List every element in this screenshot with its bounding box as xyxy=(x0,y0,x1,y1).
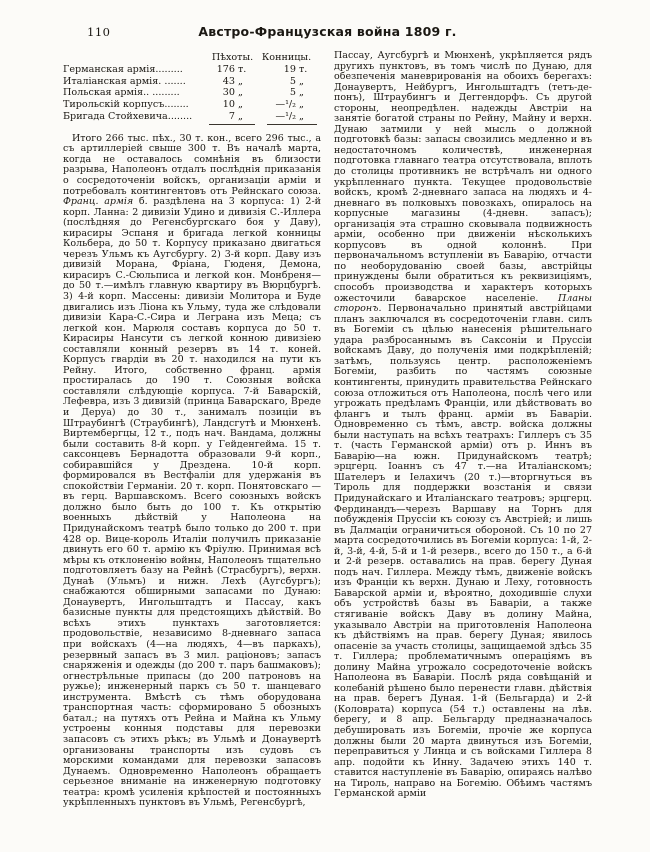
sum-rule-infantry xyxy=(209,124,255,127)
table-row xyxy=(63,99,321,111)
cavalry-value: —¹/₂ xyxy=(275,110,296,122)
cavalry-unit: „ xyxy=(299,99,304,111)
army-strength-table xyxy=(63,52,321,127)
table-row xyxy=(63,64,321,76)
page-content xyxy=(63,51,592,809)
table-header-row xyxy=(63,52,321,64)
body-text-left: Итого 266 тыс. пѣх., 30 т. кон., всего 296 тыс., а съ артиллеріей свыше 300 т. Въ началѣ марта, когда не оставалось сомнѣнія въ близости разрыва, Наполеонъ отдалъ послѣднія приказанія о сосредоточеніи войскъ, организаціи арміи и потребовалъ контингентовъ отъ Рейнскаго союза. Франц. армія б. раздѣлена на 3 корпуса: 1) 2-й корп. Ланна: 2 дивизіи Удино и дивизія С.-Иллера (послѣдняя до Регенсбургскаго боя у Даву), кирасиры Эспаня и бригада легкой конницы Кольбера, до 50 т. Корпусу приказано двигаться черезъ Ульмъ къ Аугсбургу. 2) 3-й корп. Даву изъ дивизій Морана, Фріана, Гюденя, Демона, кирасиръ С.-Сюльписа и легкой кон. Монбреня—до 50 т.—имѣлъ главную квартиру въ Вюрцбургѣ. 3) 4-й корп. Массены: дивизіи Молитора и Буде двигались изъ Ліона къ Ульму, туда же слѣдовали дивизіи Кара-С.-Сира и Леграна изъ Меца; съ легкой кон. Марюля составъ корпуса до 50 т. Кирасиры Нансути съ легкой конною дивизіею составляли конный резервъ въ 14 т. коней. Корпусъ гвардіи въ 20 т. находился на пути къ Рейну. Итого, собственно франц. армія простиралась до 190 т. Союзныя войска составляли слѣдующіе корпуса. 7-й Баварскій, Лефевра, изъ 3 дивизій (принца Баварскаго, Вреде и Деруа) до 30 т., занималъ позиціи въ Штраубингѣ (Страубингѣ), Ландсгутѣ и Мюнхенѣ. Виртембергцы, 12 т., подъ нач. Вандама, должны были составить 8-й корп. у Гейденгейма. 15 т. саксонцевъ Бернадотта образовали 9-й корп., собиравшійся у Дрездена. 10-й корп. формировался въ Вестфаліи для удержанія въ спокойствіи Германіи. 20 т. корп. Понятовскаго — въ герц. Варшавскомъ. Всего союзныхъ войскъ должно было быть до 100 т. Къ открытію военныхъ дѣйствій у Наполеона на Придунайскомъ театрѣ было только до 200 т. при 428 ор. Вице-король Италіи получилъ приказаніе двинуть его 60 т. армію къ Фріулю. Принимая всѣ мѣры къ отклоненію войны, Наполеонъ тщательно подготовляетъ базу на Рейнѣ (Страсбургъ), верхн. Дунаѣ (Ульмъ) и нижн. Лехѣ (Аугсбургъ); снабжаются обширными запасами по Дунаю: Донаувертъ, Ингольштадтъ и Пассау, какъ базисные пункты для предстоящихъ дѣйствій. Во всѣхъ этихъ пунктахъ заготовляется: продовольствіе, независимо 8-дневнаго запаса при войскахъ (4—на людяхъ, 4—въ паркахъ), резервный запасъ въ 3 мил. раціоновъ; запасъ снаряженія и одежды (до 200 т. паръ башмаковъ); огнестрѣльные припасы (до 200 патроновъ на ружье); инженерный паркъ съ 50 т. шанцеваго инструмента. Вмѣстѣ съ тѣмъ оборудована транспортная часть: сформировано 5 обозныхъ батал.; на путяхъ отъ Рейна и Майна къ Ульму устроены конныя подставы для перевозки запасовъ съ этихъ рѣкъ; въ Ульмѣ и Донаувертѣ организованы транспорты изъ судовъ съ морскими командами для перевозки запасовъ Дунаемъ. Одновременно Наполеонъ обращаетъ серьезное вниманіе на инженерную подготовку театра: кромѣ усиленія крѣпостей и постоянныхъ укрѣпленныхъ пунктовъ въ Ульмѣ, Регенсбургѣ, xyxy=(63,132,321,809)
right-column xyxy=(334,51,592,809)
cavalry-value: 5 xyxy=(289,75,296,87)
infantry-unit: „ xyxy=(238,99,243,111)
cavalry-unit: „ xyxy=(299,110,304,122)
infantry-value: 7 xyxy=(228,110,235,122)
army-name: Бригада Стойхевича........ xyxy=(63,110,193,122)
cavalry-unit: „ xyxy=(299,87,304,99)
infantry-unit: „ xyxy=(238,75,243,87)
sum-rule-cavalry xyxy=(267,124,317,127)
infantry-value: 10 xyxy=(222,99,235,111)
cavalry-value: 19 xyxy=(283,63,296,75)
army-name: Тирольскій корпусъ........ xyxy=(63,99,189,111)
table-row xyxy=(63,87,321,99)
cavalry-unit: „ xyxy=(299,75,304,87)
cavalry-value: —¹/₂ xyxy=(275,99,296,111)
page-number: 110 xyxy=(87,25,111,39)
infantry-unit: „ xyxy=(238,87,243,99)
table-sum-rules xyxy=(63,124,321,127)
infantry-unit: т. xyxy=(238,63,247,75)
body-text-right: Пассау, Аугсбургѣ и Мюнхенѣ, укрѣпляется рядъ другихъ пунктовъ, въ томъ числѣ по Дунаю, для обезпеченія маневрированія на обоихъ берегахъ: Донаувертъ, Нейбургъ, Ингольштадтъ (тетъ-де-понъ), Штраубингъ и Деггендорфъ. Съ другой стороны, неопредѣлен. надежды Австріи на занятіе богатой страны по Рейну, Майну и верхн. Дунаю затмили у ней мысль о должной подготовкѣ базы: запасы свозились медленно и въ недостаточномъ количествѣ, инженерная подготовка главнаго театра отсутствовала, вплоть до столицы противникъ не встрѣчалъ ни одного укрѣпленнаго пункта. Текущее продовольствіе войскъ, кромѣ 2-дневнаго запаса на людяхъ и 4-дневнаго въ полковыхъ повозкахъ, опиралось на корпусные магазины (4-дневн. запасъ); организація эта страшно сковывала подвижность арміи, особенно при движеніи нѣсколькихъ корпусовъ въ одной колоннѣ. При первоначальномъ вступленіи въ Баварію, отчасти по необорудованію своей базы, австрійцы принуждены были обратиться къ реквизиціямъ, способъ производства и характеръ которыхъ ожесточили баварское населеніе. Планы сторонъ. Первоначально принятый австрійцами планъ заключался въ сосредоточеніи главн. силъ въ Богеміи съ цѣлью нанесенія рѣшительнаго удара разбросаннымъ въ Саксоніи и Пруссіи войскамъ Даву, до полученія ими подкрѣпленій; затѣмъ, пользуясь центр. расположеніемъ Богеміи, разбить по частямъ союзные контингенты, принудить правительства Рейнскаго союза отложиться отъ Наполеона, послѣ чего или угрожать предѣламъ Франціи, или дѣйствовать во флангъ и тылъ франц. арміи въ Баваріи. Одновременно съ тѣмъ, австр. войска должны были наступать на всѣхъ театрахъ: Гиллеръ съ 35 т. (часть Германской арміи) отъ р. Иннъ въ Баварію—на южн. Придунайскомъ театрѣ; эрцгерц. Іоаннъ съ 47 т.—на Италіанскомъ; Шателеръ и Іелахичъ (20 т.)—вторгнуться въ Тироль для поддержки возстанія и связи Придунайскаго и Италіанскаго театровъ; эрцгерц. Фердинандъ—черезъ Варшаву на Торнъ для побужденія Пруссіи къ союзу съ Австріей; и лишь въ Далмаціи ограничиться обороной. Съ 10 по 27 марта сосредоточились въ Богеміи корпуса: 1-й, 2-й, 3-й, 4-й, 5-й и 1-й резерв., всего до 150 т., а 6-й и 2-й резерв. оставались на прав. берегу Дуная подъ нач. Гиллера. Между тѣмъ, движеніе войскъ изъ Франціи къ верхн. Дунаю и Леху, готовность Баварской арміи и, вѣроятно, доходившіе слухи объ устройствѣ базы въ Баваріи, а также стягиваніе войскъ Даву въ долину Майна, указывало Австріи на приготовленія Наполеона къ дѣйствіямъ на прав. берегу Дуная; явилось опасеніе за участь столицы, защищаемой здѣсь 35 т. Гиллера; проблематичнымъ операціямъ въ долину Майна угрожало сосредоточеніе войскъ Наполеона въ Баваріи. Послѣ ряда совѣщаній и колебаній рѣшено было перенести главн. дѣйствія на прав. берегъ Дуная. 1-й (Бельгарда) и 2-й (Коловрата) корпуса (54 т.) оставлены на лѣв. берегу, и 8 апр. Бельгарду предназначалось дебушировать изъ Богеміи, прочіе же корпуса должны были 20 марта двинуться изъ Богеміи, переправиться у Линца и съ войсками Гиллера 8 апр. подойти къ Инну. Задачею этихъ 140 т. ставится наступленіе въ Баварію, опираясь налѣво на Тироль, направо на Богемію. Обѣимъ частямъ Германской арміи xyxy=(334,50,592,800)
column-header-infantry: Пѣхоты. xyxy=(211,52,254,63)
army-name: Италіанская армія. ....... xyxy=(63,75,186,87)
infantry-value: 176 xyxy=(216,63,235,75)
column-header-cavalry: Конницы. xyxy=(261,52,312,63)
infantry-unit: „ xyxy=(238,110,243,122)
cavalry-unit: т. xyxy=(299,63,308,75)
army-name: Польская армія.. ......... xyxy=(63,87,180,99)
table-row xyxy=(63,76,321,88)
cavalry-value: 5 xyxy=(289,87,296,99)
page-title: Австро-Французская война 1809 г. xyxy=(198,24,457,39)
table-header-spacer xyxy=(63,52,209,64)
army-name: Германская армія......... xyxy=(63,63,183,75)
left-column xyxy=(63,51,321,809)
infantry-value: 43 xyxy=(222,75,235,87)
table-row xyxy=(63,111,321,123)
infantry-value: 30 xyxy=(222,87,235,99)
running-head xyxy=(63,22,592,42)
